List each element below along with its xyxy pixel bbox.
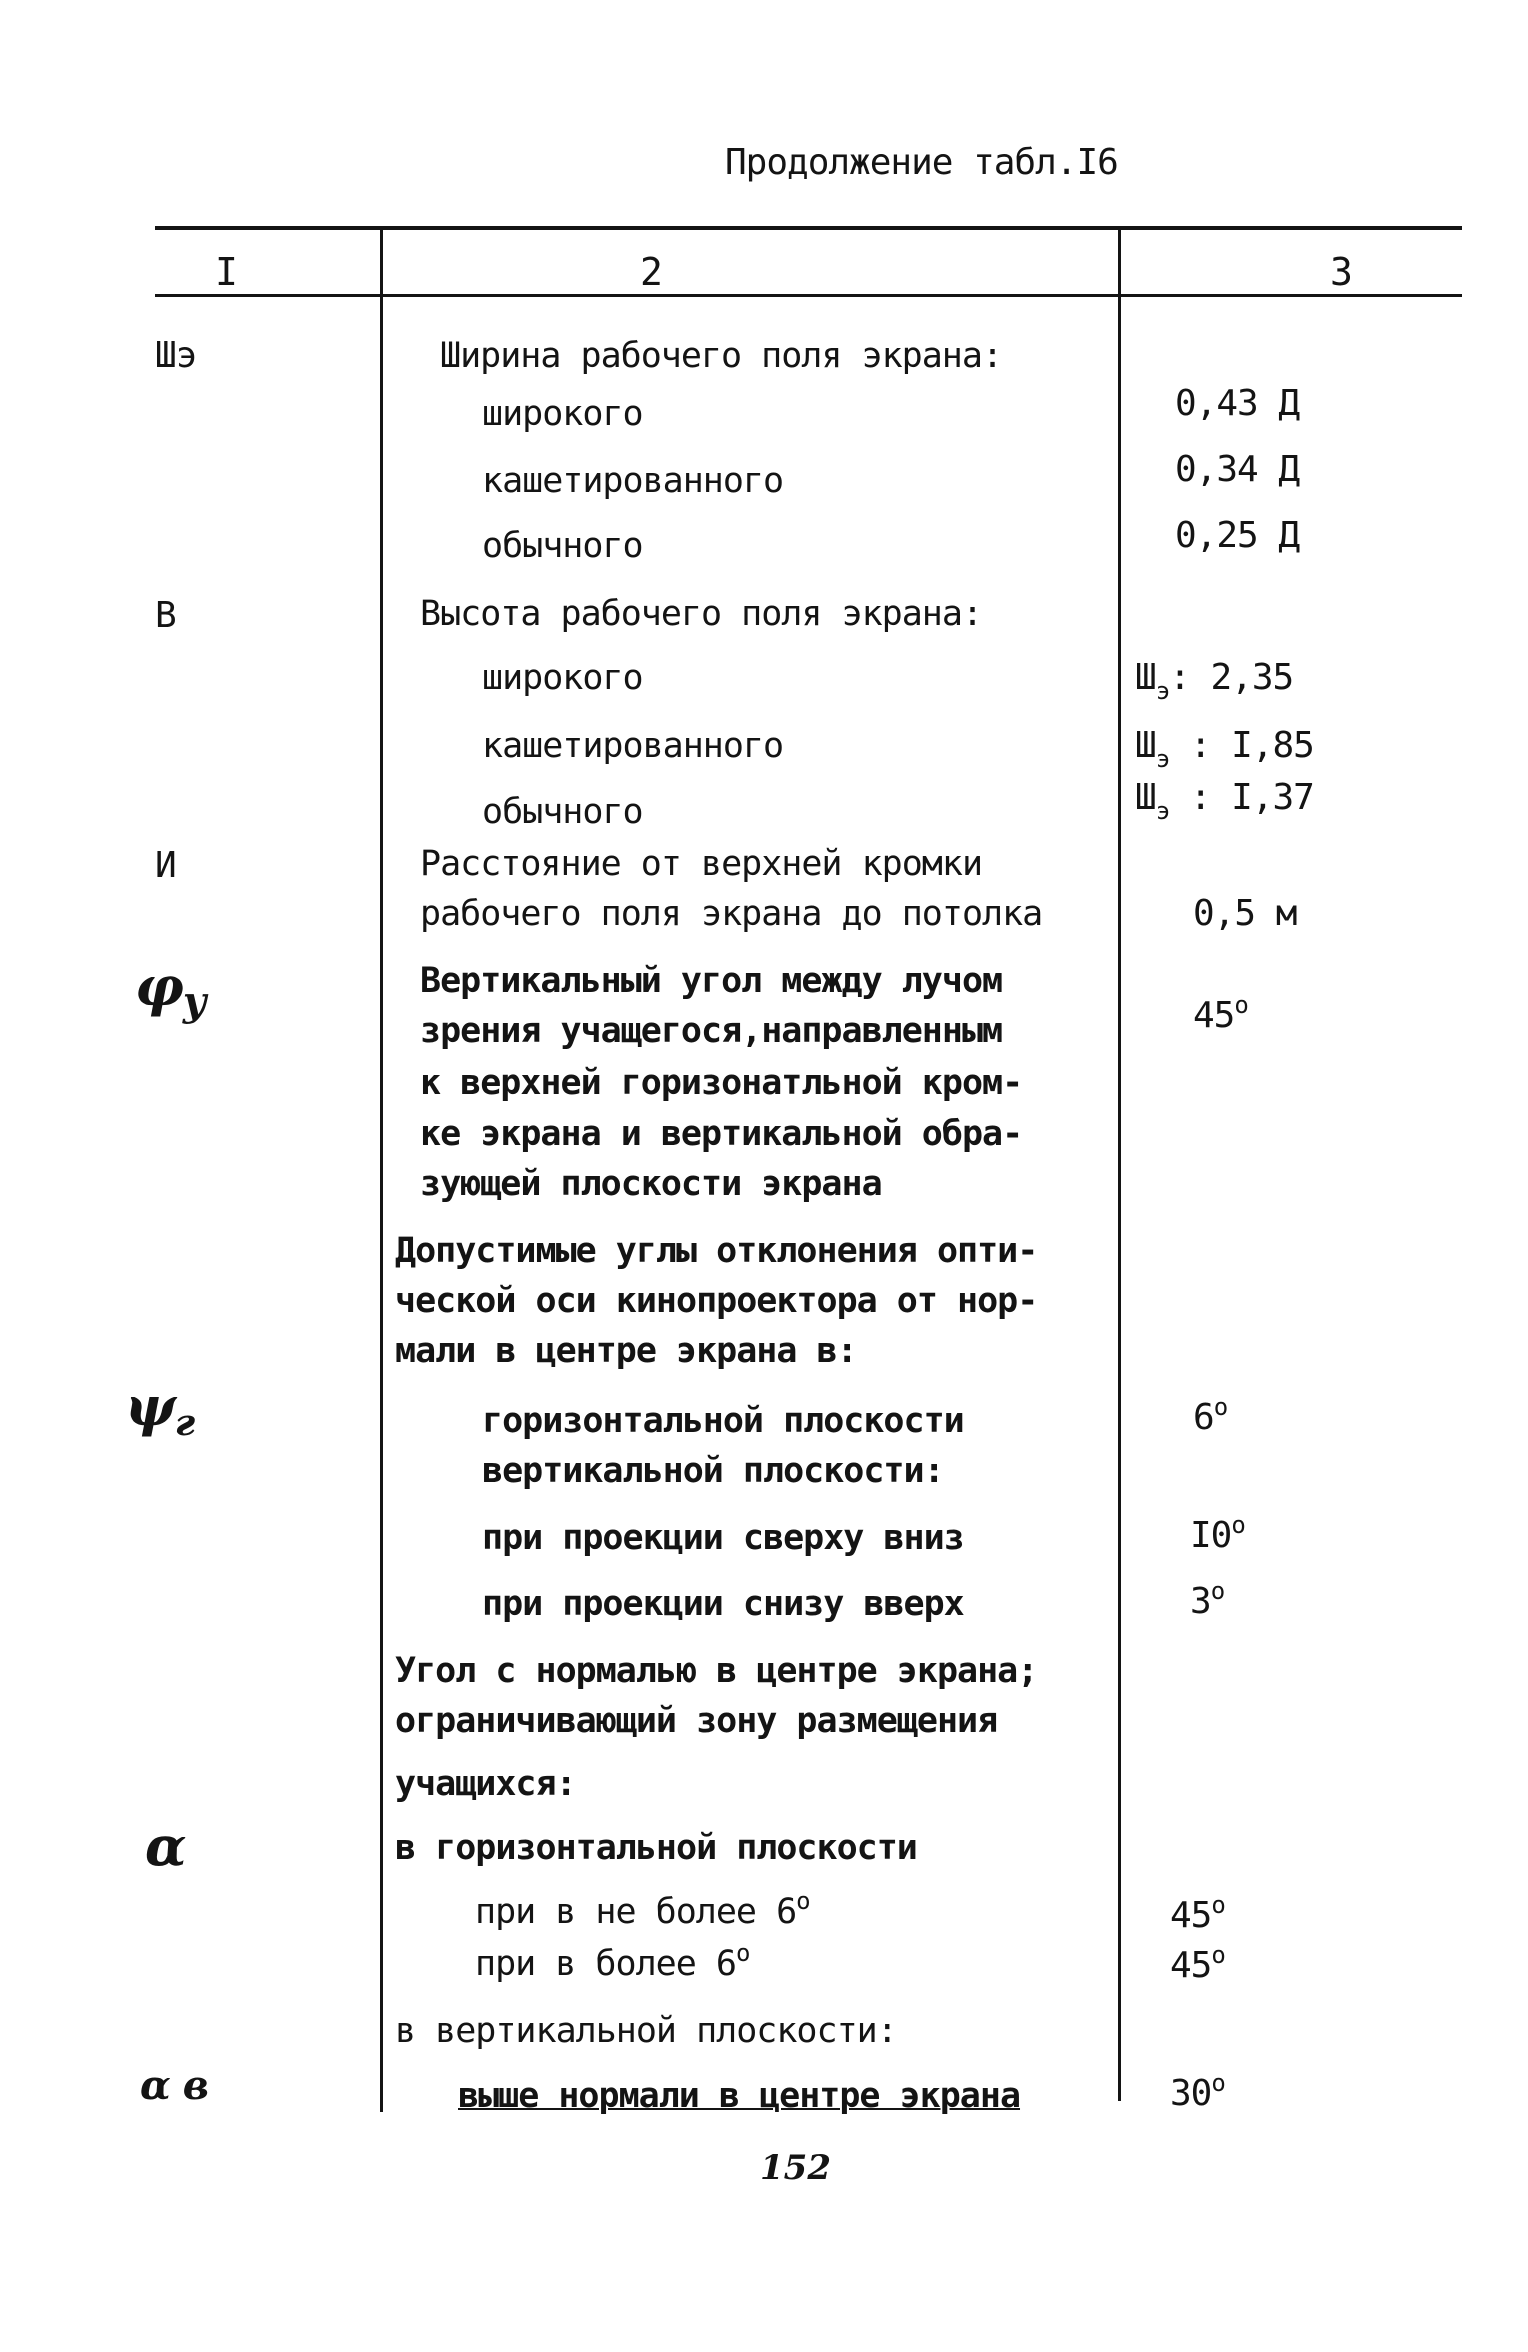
value-height-wide: $Ш_э$: 2,35 — [1135, 657, 1294, 705]
row-vertical-angle-line-3: к верхней горизонатльной кром- — [420, 1063, 1023, 1103]
row-vertical-angle-line-4: ке экрана и вертикальной обра- — [420, 1114, 1023, 1154]
symbol-distance: И — [155, 845, 176, 886]
column-header-2: 2 — [640, 250, 663, 294]
row-height-heading: Высота рабочего поля экрана: — [420, 594, 983, 634]
row-deviation-horizontal: горизонтальной плоскости — [482, 1401, 964, 1441]
page-number: 152 — [760, 2148, 831, 2188]
value-width-wide: 0,43 Д — [1175, 383, 1300, 424]
symbol-alpha-vertical: α в — [140, 2062, 208, 2109]
value-height-ordinary: $Ш_э$ : I,37 — [1135, 777, 1314, 825]
row-normal-angle-line-3: учащихся: — [395, 1764, 576, 1804]
column-header-1: I — [215, 250, 238, 294]
row-deviation-line-2: ческой оси кинопроектора от нор- — [395, 1281, 1038, 1321]
row-width-kashet: кашетированного — [482, 461, 784, 501]
row-deviation-line-3: мали в центре экрана в: — [395, 1331, 857, 1371]
row-deviation-top-down: при проекции сверху вниз — [482, 1518, 964, 1558]
value-deviation-top-down: I0$^o$ — [1190, 1511, 1245, 1556]
column-divider-2 — [1118, 226, 1121, 2101]
symbol-screen-width: Шэ — [155, 335, 197, 376]
value-angle-more: 45$^o$ — [1170, 1941, 1225, 1986]
row-height-kashet: кашетированного — [482, 726, 784, 766]
row-width-heading: Ширина рабочего поля экрана: — [440, 336, 1003, 376]
row-vertical-angle-line-2: зрения учащегося,направленным — [420, 1011, 1003, 1051]
value-angle-not-more: 45$^o$ — [1170, 1891, 1225, 1936]
row-vertical-plane: в вертикальной плоскости: — [395, 2011, 897, 2051]
column-divider-1 — [380, 226, 383, 2112]
table-caption: Продолжение табл.I6 — [725, 142, 1118, 183]
row-height-ordinary: обычного — [482, 792, 643, 832]
column-header-3: 3 — [1330, 250, 1353, 294]
table-header-rule — [155, 294, 1462, 297]
value-vertical-angle: 45$^o$ — [1193, 991, 1248, 1036]
value-width-kashet: 0,34 Д — [1175, 449, 1300, 490]
row-above-normal: выше нормали в центре экрана — [458, 2076, 1021, 2116]
row-width-wide: широкого — [482, 394, 643, 434]
value-deviation-horizontal: 6$^o$ — [1193, 1393, 1228, 1438]
value-width-ordinary: 0,25 Д — [1175, 515, 1300, 556]
value-above-normal: 30$^o$ — [1170, 2069, 1225, 2114]
row-horizontal-plane: в горизонтальной плоскости — [395, 1828, 917, 1868]
row-distance-line-1: Расстояние от верхней кромки — [420, 844, 983, 884]
value-distance: 0,5 м — [1193, 893, 1297, 934]
row-vertical-angle-line-5: зующей плоскости экрана — [420, 1164, 882, 1204]
symbol-screen-height: В — [155, 595, 176, 636]
row-normal-angle-line-2: ограничивающий зону размещения — [395, 1701, 998, 1741]
symbol-alpha: α — [145, 1814, 186, 1878]
symbol-vertical-angle: $\varphi_y$ — [135, 954, 206, 1025]
row-deviation-bottom-up: при проекции снизу вверх — [482, 1584, 964, 1624]
value-height-kashet: $Ш_э$ : I,85 — [1135, 725, 1314, 773]
row-angle-more: при в более 6$^o$ — [475, 1939, 750, 1984]
row-normal-angle-line-1: Угол с нормалью в центре экрана; — [395, 1651, 1038, 1691]
row-height-wide: широкого — [482, 658, 643, 698]
row-vertical-angle-line-1: Вертикальный угол между лучом — [420, 961, 1003, 1001]
table-top-rule — [155, 226, 1462, 230]
row-deviation-vertical: вертикальной плоскости: — [482, 1451, 944, 1491]
row-angle-not-more: при в не более 6$^o$ — [475, 1887, 810, 1932]
row-distance-line-2: рабочего поля экрана до потолка — [420, 894, 1043, 934]
row-deviation-line-1: Допустимые углы отклонения опти- — [395, 1231, 1038, 1271]
row-width-ordinary: обычного — [482, 526, 643, 566]
value-deviation-bottom-up: 3$^o$ — [1190, 1577, 1225, 1622]
symbol-deviation-angle: $\psi_г$ — [125, 1374, 195, 1444]
